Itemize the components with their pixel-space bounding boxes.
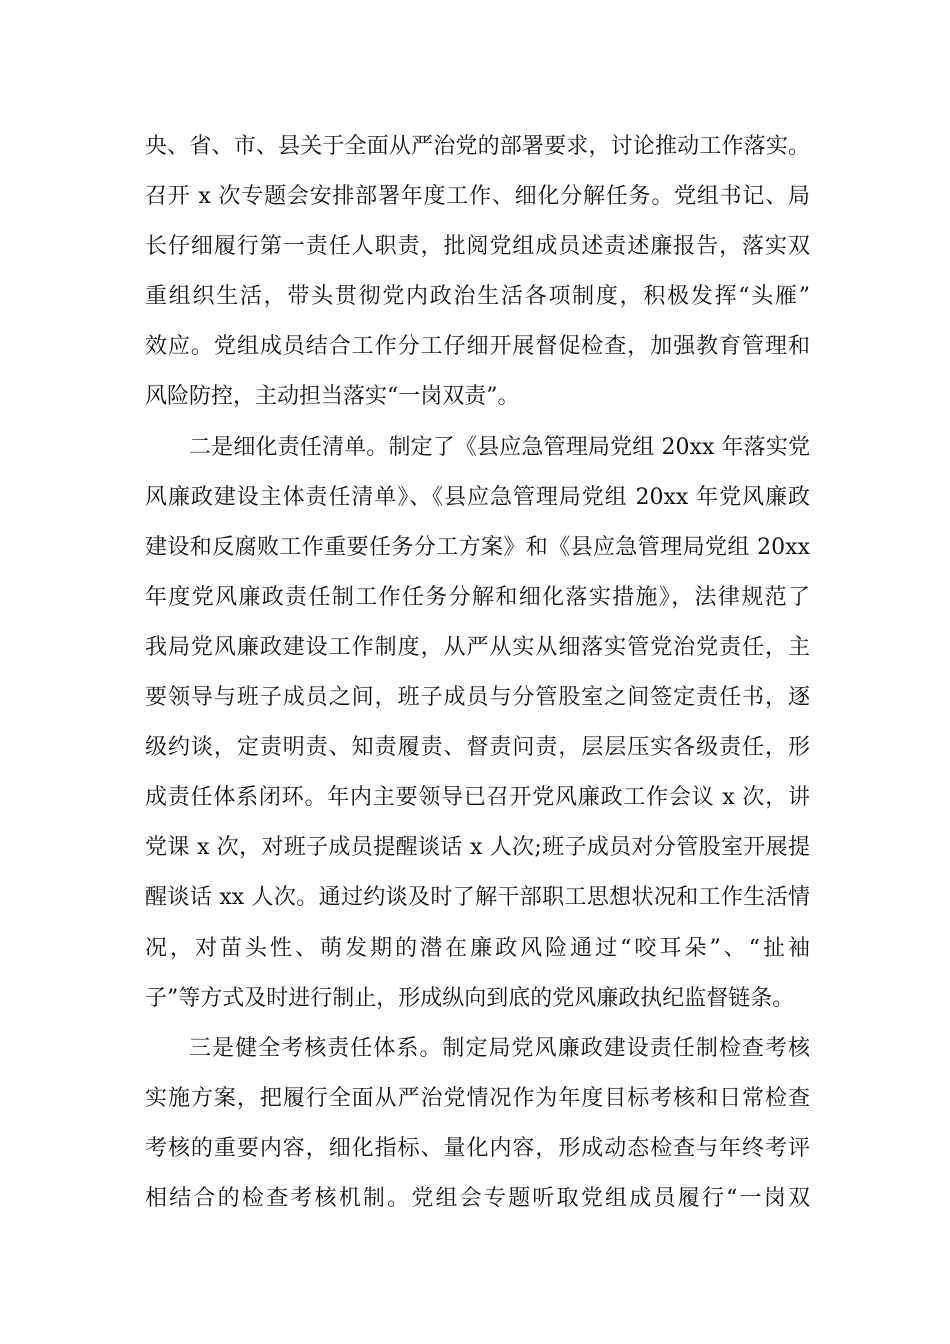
paragraph [145, 130, 810, 431]
text-line: 醒谈话 xx 人次。通过约谈及时了解干部职工思想状况和工作生活情 [145, 885, 810, 911]
text-line: 要领导与班子成员之间，班子成员与分管股室之间签定责任书，逐 [145, 685, 810, 711]
text-line: 考核的重要内容，细化指标、量化内容，形成动态检查与年终考评 [145, 1135, 810, 1161]
text-line: 长仔细履行第一责任人职责，批阅党组成员述责述廉报告，落实双 [145, 234, 810, 260]
text-line: 召开 x 次专题会安排部署年度工作、细化分解任务。党组书记、局 [145, 184, 810, 210]
text-line: 成责任体系闭环。年内主要领导已召开党风廉政工作会议 x 次，讲 [145, 785, 810, 811]
text-line: 况，对苗头性、萌发期的潜在廉政风险通过“咬耳朵”、“扯袖 [145, 935, 810, 961]
text-line: 实施方案，把履行全面从严治党情况作为年度目标考核和日常检查 [145, 1085, 810, 1111]
text-line: 子”等方式及时进行制止，形成纵向到底的党风廉政执纪监督链条。 [145, 985, 795, 1011]
text-line: 重组织生活，带头贯彻党内政治生活各项制度，积极发挥“头雁” [145, 284, 810, 310]
text-line: 风廉政建设主体责任清单》、《县应急管理局党组 20xx 年党风廉政 [145, 484, 810, 510]
body-text [145, 130, 810, 1232]
paragraph [145, 431, 810, 1032]
text-line: 二是细化责任清单。制定了《县应急管理局党组 20xx 年落实党 [189, 434, 810, 460]
text-line: 级约谈，定责明责、知责履责、督责问责，层层压实各级责任，形 [145, 735, 810, 761]
text-line: 风险防控，主动担当落实“一岗双责”。 [145, 384, 520, 410]
text-line: 效应。党组成员结合工作分工仔细开展督促检查，加强教育管理和 [145, 334, 810, 360]
text-line: 我局党风廉政建设工作制度，从严从实从细落实管党治党责任，主 [145, 634, 810, 660]
text-line: 建设和反腐败工作重要任务分工方案》和《县应急管理局党组 20xx [145, 534, 810, 560]
text-line: 党课 x 次，对班子成员提醒谈话 x 人次;班子成员对分管股室开展提 [145, 835, 810, 861]
text-line: 三是健全考核责任体系。制定局党风廉政建设责任制检查考核 [189, 1035, 810, 1061]
paragraph [145, 1032, 810, 1232]
text-line: 年度党风廉政责任制工作任务分解和细化落实措施》，法律规范了 [145, 584, 810, 610]
text-line: 央、省、市、县关于全面从严治党的部署要求，讨论推动工作落实。 [145, 134, 810, 159]
text-line: 相结合的检查考核机制。党组会专题听取党组成员履行“一岗双 [145, 1185, 810, 1211]
